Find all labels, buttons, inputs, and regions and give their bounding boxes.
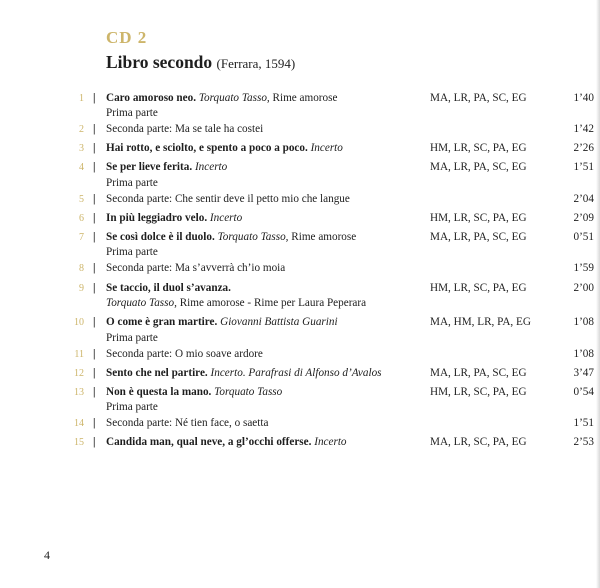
track-number: 15	[74, 437, 84, 449]
track-row	[0, 160, 600, 191]
separator: |	[93, 436, 96, 449]
album-title: Libro secondo	[106, 52, 213, 72]
track-duration: 1’08	[573, 347, 594, 360]
track-author: Incerto	[310, 142, 343, 155]
track-line2: Rime amorose - Rime per Laura Peperara	[179, 297, 367, 310]
track-author: Torquato Tasso,	[198, 91, 270, 104]
separator: |	[93, 262, 96, 275]
track-performers: MA, LR, PA, SC, EG	[430, 161, 527, 174]
track-text	[106, 141, 426, 157]
separator: |	[93, 192, 96, 205]
track-duration: 2’09	[573, 211, 594, 224]
track-duration: 1’59	[573, 262, 594, 275]
track-number: 6	[79, 212, 84, 224]
track-row	[0, 211, 600, 227]
track-title: Candida man, qual neve, a gl’occhi offerse.	[106, 436, 312, 449]
track-row	[0, 122, 600, 138]
track-performers: MA, LR, SC, PA, EG	[430, 436, 527, 449]
separator: |	[93, 385, 96, 398]
track-text	[106, 211, 426, 227]
track-number: 7	[79, 231, 84, 243]
separator: |	[93, 316, 96, 329]
track-text	[106, 315, 426, 346]
track-title: Non è questa la mano.	[106, 385, 212, 398]
track-title: In più leggiadro velo.	[106, 211, 208, 224]
track-text	[106, 435, 426, 451]
separator: |	[93, 91, 96, 104]
track-author: Torquato Tasso,	[217, 230, 289, 243]
track-performers: MA, HM, LR, PA, EG	[430, 316, 531, 329]
track-duration: 1’51	[573, 417, 594, 430]
track-author: Incerto	[194, 161, 228, 174]
track-text	[106, 122, 426, 138]
track-author: Incerto. Parafrasi di Alfonso d’Avalos	[210, 366, 382, 379]
track-title: Se così dolce è il duolo.	[106, 230, 215, 243]
track-row	[0, 416, 600, 432]
track-row	[0, 261, 600, 277]
track-duration: 0’54	[573, 385, 594, 398]
track-title: Caro amoroso neo.	[106, 91, 197, 104]
track-duration: 0’51	[573, 230, 594, 243]
track-duration: 3’47	[573, 366, 594, 379]
track-duration: 2’04	[573, 192, 594, 205]
track-row	[0, 141, 600, 157]
separator: |	[93, 230, 96, 243]
track-text	[106, 366, 426, 382]
track-number: 9	[79, 282, 84, 294]
track-subtitle: Seconda parte: Né tien face, o saetta	[106, 417, 269, 430]
track-title: Se per lieve ferita.	[106, 161, 193, 174]
track-number: 4	[79, 162, 84, 174]
track-author: Torquato Tasso	[214, 385, 283, 398]
track-number: 5	[79, 193, 84, 205]
track-row	[0, 347, 600, 363]
track-duration: 2’53	[573, 436, 594, 449]
track-subtitle: Seconda parte: Ma se tale ha costei	[106, 123, 264, 136]
track-source: Rime amorose	[291, 230, 357, 243]
track-author: Giovanni Battista Guarini	[220, 316, 338, 329]
track-author: Torquato Tasso,	[106, 297, 177, 310]
page-number: 4	[44, 548, 50, 562]
track-text	[106, 385, 426, 416]
track-subtitle: Seconda parte: O mio soave ardore	[106, 347, 263, 360]
track-row	[0, 315, 600, 346]
track-line2: Prima parte	[106, 176, 158, 189]
track-number: 10	[74, 317, 84, 329]
track-title: Se taccio, il duol s’avanza.	[106, 281, 231, 294]
track-number: 8	[79, 263, 84, 275]
track-row	[0, 366, 600, 382]
separator: |	[93, 281, 96, 294]
track-line2: Prima parte	[106, 331, 158, 344]
track-performers: MA, LR, PA, SC, EG	[430, 91, 527, 104]
track-performers: HM, LR, SC, PA, EG	[430, 385, 527, 398]
track-duration: 1’08	[573, 316, 594, 329]
track-text	[106, 91, 426, 122]
track-text	[106, 281, 426, 312]
track-performers: HM, LR, SC, PA, EG	[430, 142, 527, 155]
track-author: Incerto	[209, 211, 243, 224]
track-number: 1	[79, 92, 84, 104]
separator: |	[93, 366, 96, 379]
track-row	[0, 385, 600, 416]
track-author: Incerto	[314, 436, 347, 449]
track-number: 13	[74, 386, 84, 398]
track-number: 3	[79, 143, 84, 155]
track-text	[106, 261, 426, 277]
track-row	[0, 281, 600, 312]
track-row	[0, 192, 600, 208]
track-row	[0, 91, 600, 122]
track-source: Rime amorose	[272, 91, 338, 104]
track-text	[106, 347, 426, 363]
track-duration: 1’40	[573, 91, 594, 104]
separator: |	[93, 347, 96, 360]
track-text	[106, 416, 426, 432]
album-subtitle: (Ferrara, 1594)	[216, 56, 296, 71]
cd-label: CD 2	[106, 28, 148, 47]
separator: |	[93, 161, 96, 174]
track-title: O come è gran martire.	[106, 316, 218, 329]
track-duration: 2’26	[573, 142, 594, 155]
track-row	[0, 230, 600, 261]
track-performers: MA, LR, PA, SC, EG	[430, 230, 527, 243]
track-list	[0, 87, 600, 451]
track-subtitle: Seconda parte: Ma s’avverrà ch’io moia	[106, 262, 286, 275]
track-line2: Prima parte	[106, 401, 158, 414]
track-line2: Prima parte	[106, 246, 158, 259]
track-row	[0, 435, 600, 451]
section-title	[106, 52, 295, 73]
separator: |	[93, 211, 96, 224]
track-text	[106, 192, 426, 208]
track-performers: HM, LR, SC, PA, EG	[430, 281, 527, 294]
track-number: 12	[74, 367, 84, 379]
track-title: Hai rotto, e sciolto, e spento a poco a poco.	[106, 142, 308, 155]
track-line2: Prima parte	[106, 107, 158, 120]
track-number: 11	[74, 348, 84, 360]
track-duration: 1’42	[573, 123, 594, 136]
track-subtitle: Seconda parte: Che sentir deve il petto mio che langue	[106, 192, 350, 205]
separator: |	[93, 142, 96, 155]
track-title: Sento che nel partire.	[106, 366, 208, 379]
separator: |	[93, 417, 96, 430]
track-number: 14	[74, 418, 84, 430]
track-performers: HM, LR, SC, PA, EG	[430, 211, 527, 224]
track-number: 2	[79, 124, 84, 136]
track-text	[106, 160, 426, 191]
separator: |	[93, 123, 96, 136]
track-duration: 2’00	[573, 281, 594, 294]
track-performers: MA, LR, PA, SC, EG	[430, 366, 527, 379]
track-text	[106, 230, 426, 261]
track-duration: 1’51	[573, 161, 594, 174]
